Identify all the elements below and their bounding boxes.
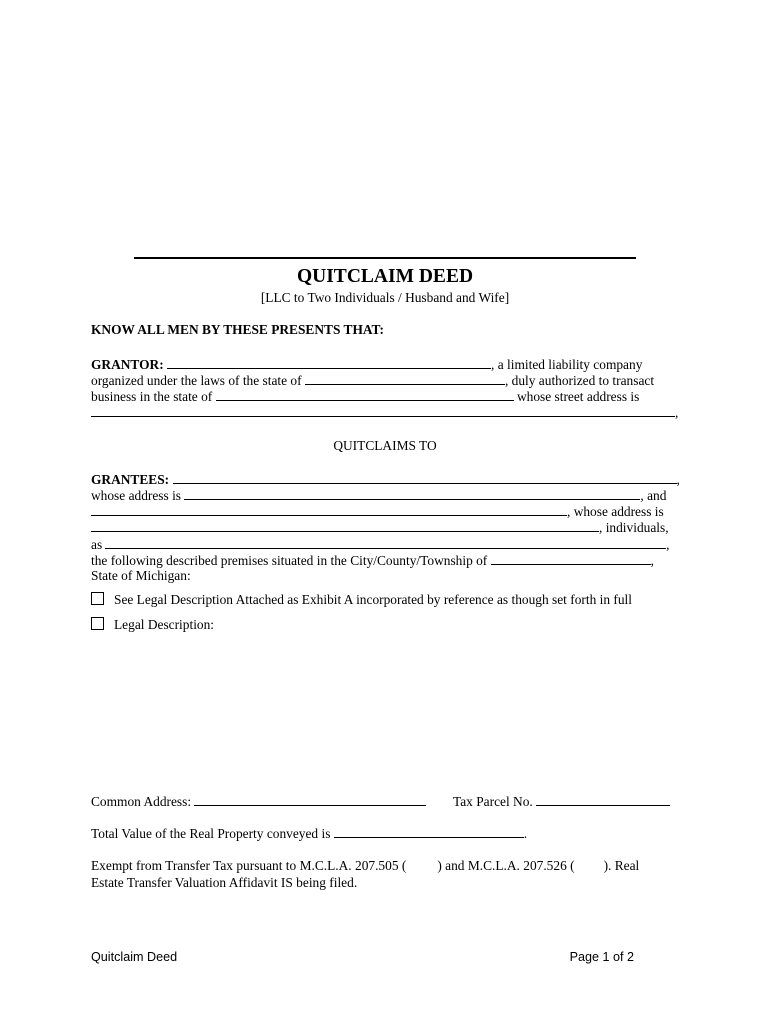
grantor-line3-head: business in the state of (91, 389, 213, 404)
total-value-label: Total Value of the Real Property conveyed is (91, 826, 331, 841)
grantees-line4-tail: , individuals, (599, 520, 669, 535)
total-value-line (91, 825, 527, 842)
grantees-line5-tail: , (666, 537, 670, 552)
document-subtitle: [LLC to Two Individuals / Husband and Wife] (260, 290, 510, 305)
grantees-line-7: State of Michigan: (91, 568, 191, 583)
grantor-business-state-field[interactable] (216, 388, 514, 401)
tax-parcel-label: Tax Parcel No. (453, 794, 533, 809)
document-title: QUITCLAIM DEED (296, 266, 474, 287)
grantees-name-field[interactable] (173, 471, 677, 484)
exempt-part2: ) and M.C.L.A. 207.526 ( (437, 858, 575, 873)
grantor-address-field[interactable] (91, 404, 675, 417)
grantor-line-1 (91, 356, 642, 373)
municipality-field[interactable] (491, 552, 651, 565)
grantor-line-2 (91, 372, 654, 389)
grantees-line-5 (91, 536, 670, 553)
grantee2-name-field[interactable] (91, 503, 567, 516)
quitclaims-to-heading: QUITCLAIMS TO (333, 438, 437, 453)
tax-parcel-field[interactable] (536, 793, 670, 806)
grantor-line-4 (91, 404, 678, 421)
grantees-line-3 (91, 503, 664, 520)
footer-page-number: Page 1 of 2 (569, 950, 634, 964)
legal-description-checkbox[interactable] (91, 617, 104, 630)
total-value-tail: . (523, 826, 528, 841)
grantees-line1-tail: , (676, 472, 680, 487)
grantor-line4-tail: , (675, 405, 679, 420)
common-address-label: Common Address: (91, 794, 192, 809)
grantor-line1-tail: , a limited liability company (491, 357, 643, 372)
grantor-line-3 (91, 388, 639, 405)
grantees-line5-head: as (91, 537, 103, 552)
grantees-line-2 (91, 487, 666, 504)
grantor-line2-head: organized under the laws of the state of (91, 373, 302, 388)
grantees-line6-tail: , (650, 553, 654, 568)
grantees-line-4 (91, 519, 669, 536)
grantees-label: GRANTEES: (91, 472, 170, 487)
legal-description-option (91, 617, 214, 633)
grantees-line2-tail: , and (640, 488, 667, 503)
exhibit-checkbox[interactable] (91, 592, 104, 605)
intro-heading: KNOW ALL MEN BY THESE PRESENTS THAT: (91, 322, 384, 337)
grantor-line3-tail: whose street address is (516, 389, 640, 404)
exhibit-option (91, 592, 632, 608)
grantee2-address-field[interactable] (91, 519, 599, 532)
footer-document-name: Quitclaim Deed (91, 950, 178, 964)
common-address-line (91, 793, 426, 810)
grantees-line-6 (91, 552, 654, 569)
grantees-line2-head: whose address is (91, 488, 182, 503)
grantees-line6-head: the following described premises situated in the City/County/Township of (91, 553, 488, 568)
grantees-tenancy-field[interactable] (105, 536, 666, 549)
total-value-field[interactable] (334, 825, 524, 838)
header-rule (134, 257, 636, 259)
exempt-part3: ). Real (603, 858, 640, 873)
grantor-name-field[interactable] (167, 356, 491, 369)
tax-parcel-line (453, 793, 670, 810)
grantees-line3-tail: , whose address is (567, 504, 664, 519)
grantees-line-1 (91, 471, 680, 488)
exempt-line-2: Estate Transfer Valuation Affidavit IS being filed. (91, 875, 358, 890)
grantor-state-field[interactable] (305, 372, 505, 385)
grantor-line2-tail: , duly authorized to transact (504, 373, 655, 388)
exhibit-option-label: See Legal Description Attached as Exhibit A incorporated by reference as though set forth in full (114, 592, 632, 607)
exempt-part1: Exempt from Transfer Tax pursuant to M.C.L.A. 207.505 ( (91, 858, 407, 873)
common-address-field[interactable] (194, 793, 426, 806)
grantor-label: GRANTOR: (91, 357, 164, 372)
legal-description-label: Legal Description: (114, 617, 215, 632)
exempt-line-1 (91, 858, 639, 874)
grantee1-address-field[interactable] (184, 487, 640, 500)
